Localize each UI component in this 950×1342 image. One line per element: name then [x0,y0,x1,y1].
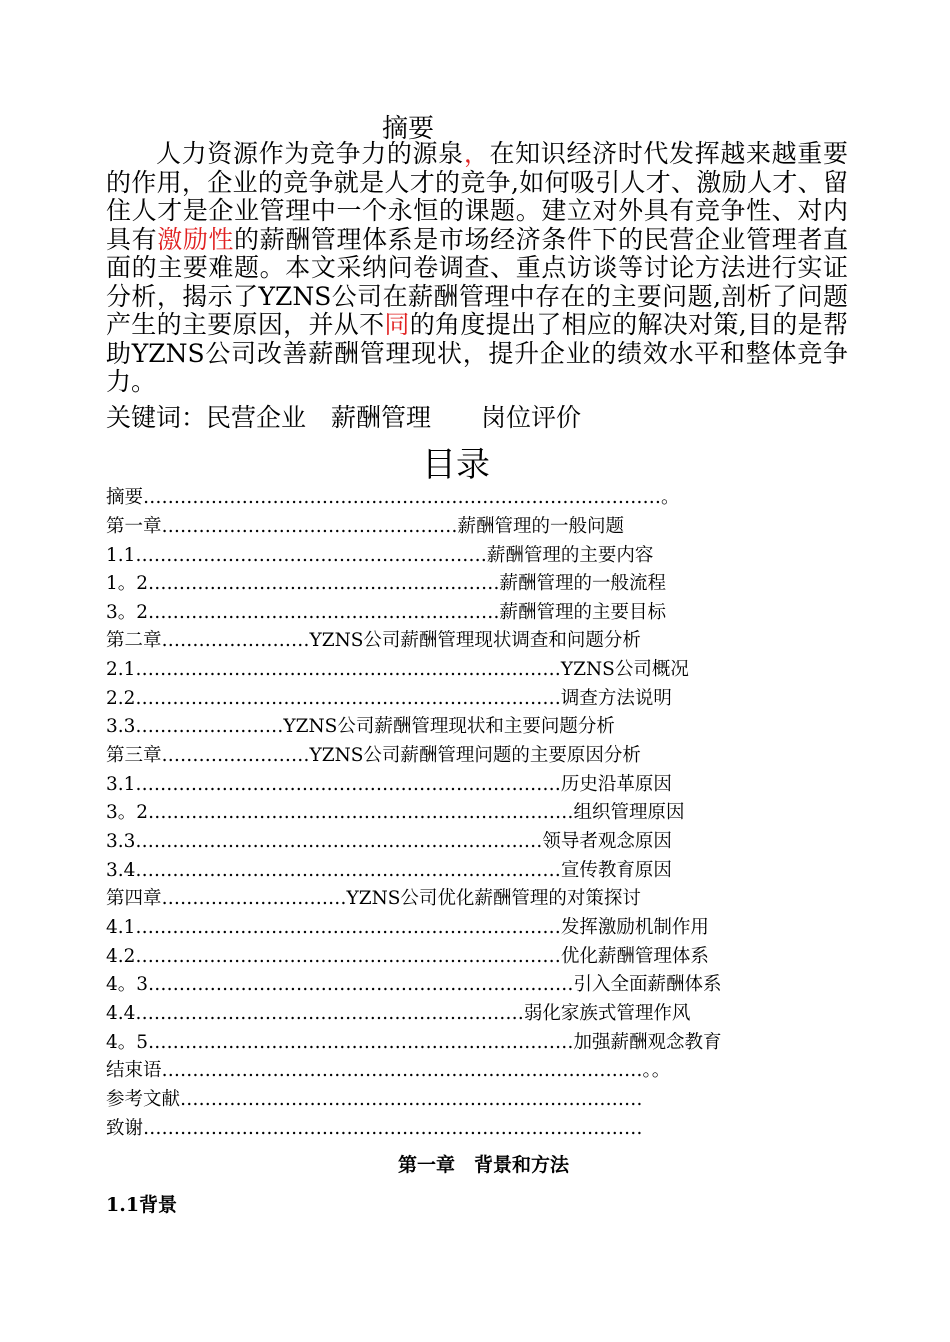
toc-entry[interactable]: 第四章…………………………YZNS公司优化薪酬管理的对策探讨 [106,888,641,909]
toc-entry[interactable]: 4.4………………………………………………………弱化家族式管理作风 [106,1003,691,1024]
toc-entry[interactable]: 摘要…………………………………………………………………………。 [106,487,680,508]
toc-entry[interactable]: 2.2……………………………………………………………调查方法说明 [106,688,672,709]
abstract-title: 摘要 [382,114,435,144]
toc-entry[interactable]: 第一章…………………………………………薪酬管理的一般问题 [106,516,625,537]
toc-entry[interactable]: 1.1…………………………………………………薪酬管理的主要内容 [106,545,654,566]
abstract-highlight-motivation: 激励性 [157,224,235,254]
toc-entry[interactable]: 参考文献………………………………………………………………… [106,1089,643,1110]
toc-entry[interactable]: 4。3……………………………………………………………引入全面薪酬体系 [106,974,722,995]
toc-entry[interactable]: 致谢……………………………………………………………………… [106,1118,643,1139]
toc-entry[interactable]: 4。5……………………………………………………………加强薪酬观念教育 [106,1032,722,1053]
toc-entry[interactable]: 第三章……………………YZNS公司薪酬管理问题的主要原因分析 [106,745,641,766]
abstract-text-3: 的薪酬管理体系是市场经济条件下的民营企业管理者直面的主要难题。本文采纳问卷调查、重点访谈等讨论方法进行实证分析，揭示了YZNS公司在薪酬管理中存在的主要问题,剖析了问题产生的主要原因，并从不 [106,224,848,339]
toc-entry[interactable]: 结束语……………………………………………………………………。。 [106,1060,671,1081]
toc-entry[interactable]: 4.2……………………………………………………………优化薪酬管理体系 [106,946,709,967]
toc-entry[interactable]: 3。2…………………………………………………薪酬管理的主要目标 [106,602,667,623]
toc-title: 目录 [422,445,490,485]
toc-entry[interactable]: 第二章……………………YZNS公司薪酬管理现状调查和问题分析 [106,630,641,651]
toc-entry[interactable]: 3.3……………………YZNS公司薪酬管理现状和主要问题分析 [106,716,615,737]
toc-entry[interactable]: 1。2…………………………………………………薪酬管理的一般流程 [106,573,667,594]
abstract-highlight-tong: 同 [384,310,410,339]
toc-entry[interactable]: 3.3…………………………………………………………领导者观念原因 [106,831,672,852]
toc-entry[interactable]: 4.1……………………………………………………………发挥激励机制作用 [106,917,709,938]
toc-entry[interactable]: 2.1……………………………………………………………YZNS公司概况 [106,659,689,680]
keywords: 关键词：民营企业 薪酬管理 岗位评价 [106,403,582,432]
toc-entry[interactable]: 3.4……………………………………………………………宣传教育原因 [106,860,672,881]
toc-entry[interactable]: 3.1……………………………………………………………历史沿革原因 [106,774,672,795]
abstract-paragraph [106,140,848,397]
chapter-heading: 第一章 背景和方法 [398,1154,570,1176]
abstract-highlight-comma: ， [463,139,490,168]
section-heading: 1.1背景 [106,1194,178,1216]
abstract-text-4: 的角度提出了相应的解决对策,目的是帮助YZNS公司改善薪酬管理现状，提升企业的绩效水平和整体竞争力。 [106,310,848,396]
abstract-text-2: 在知识经济时代发挥越来越重要的作用，企业的竞争就是人才的竞争,如何吸引人才、激励人才、留住人才是企业管理中一个永恒的课题。建立对外具有竞争性、对内具有 [106,139,848,254]
toc-entry[interactable]: 3。2……………………………………………………………组织管理原因 [106,802,685,823]
abstract-text-1: 人力资源作为竞争力的源泉 [156,139,464,168]
